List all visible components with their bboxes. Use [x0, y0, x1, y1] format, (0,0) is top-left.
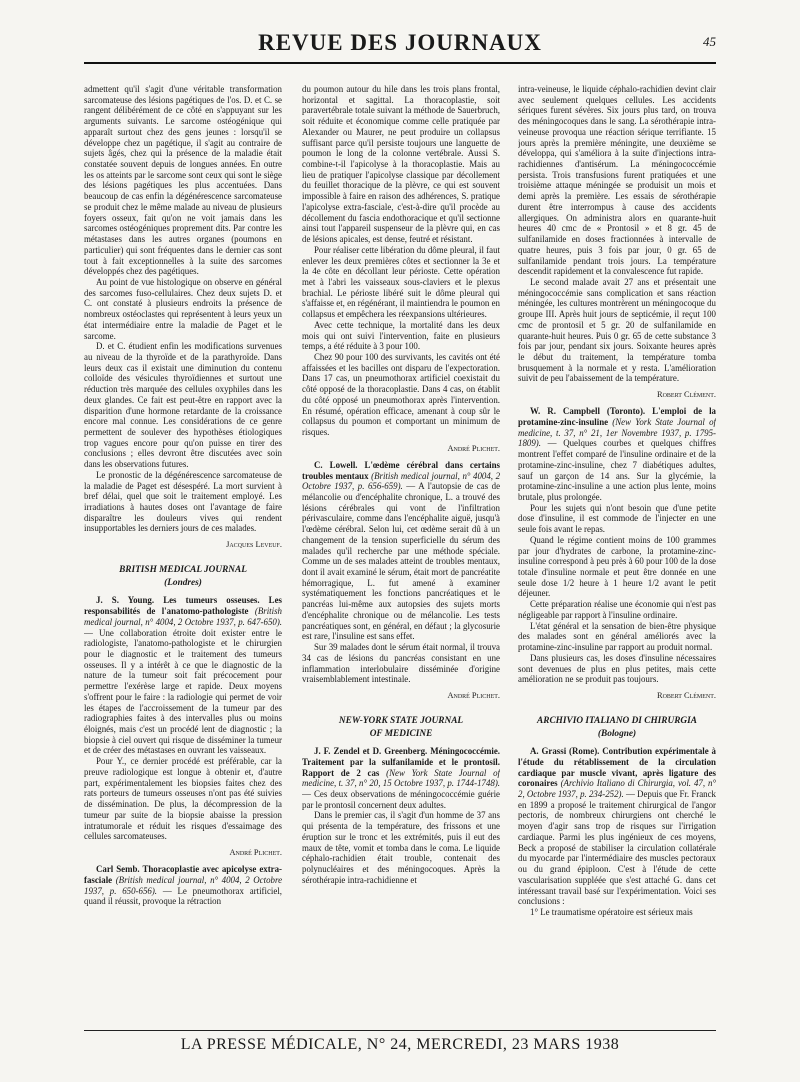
- article-reference: (British medical journal, n° 4004, 2 Octobre 1937, p. 656-659).: [302, 470, 500, 492]
- footer-publication-line: LA PRESSE MÉDICALE, N° 24, MERCREDI, 23 MARS 1938: [180, 1036, 620, 1053]
- signature: André Plichet.: [229, 847, 282, 857]
- article-heading: J. F. Zendel et D. Greenberg. Méningococcémie. Traitement par la sulfanilamide et le prontosil. Rapport de 2 cas: [302, 746, 500, 778]
- journal-name: ARCHIVIO ITALIANO DI CHIRURGIA: [537, 716, 697, 727]
- paragraph: Chez 90 pour 100 des survivants, les cavités ont été affaissées et les bacilles ont disparu de l'expectoration. Dans 17 cas, un pneumothorax artificiel coexistait du côté opposé de la thoracoplastie. Dans 4 cas, on établit du côté opposé un pneumothorax après l'intervention. En résumé, opération efficace, amenant à coup sûr le collapsus du poumon et comportant un minimum de risques.: [302, 351, 500, 437]
- signature: Robert Clément.: [657, 690, 716, 700]
- article-heading: A. Grassi (Rome). Contribution expérimentale à l'étude du rétablissement de la circulation cardiaque par muscle vivant, après ligature des coronaires: [518, 746, 716, 789]
- paragraph: Dans plusieurs cas, les doses d'insuline nécessaires sont devenues de plus en plus petites, mais cette amélioration ne se produit pas toujours.: [518, 652, 716, 685]
- article: [302, 460, 500, 642]
- article: [84, 595, 282, 756]
- article-reference: (New York State Journal of medicine, t. 37, n° 20, 15 Octobre 1937, p. 1744-1748).: [302, 767, 500, 789]
- article: [518, 406, 716, 502]
- paragraph: Dans le premier cas, il s'agit d'un homme de 37 ans qui présenta de la température, des frissons et une éruption sur le tronc et les extrémités, puis il eut des maux de tête, vomit et tomba dans le coma. Le liquide céphalo-rachidien était trouble, contenait des polynucléaires et des méningocoques. Après la sérothérapie intra-rachidienne et: [302, 810, 500, 885]
- paragraph: Au point de vue histologique on observe en général des sarcomes fuso-cellulaires. Chez deux sujets D. et C. ont constaté à plusieurs endroits la présence de nombreux ostéoclastes qui représentent à leurs yeux un état intermédiaire entre la maladie de Paget et le sarcome.: [84, 276, 282, 341]
- paragraph: L'état général et la sensation de bien-être physique des malades sont en général améliorés avec la protamine-zinc-insuline par rapport au produit normal.: [518, 620, 716, 653]
- paragraph: Pour réaliser cette libération du dôme pleural, il faut enlever les deux premières côtes et sectionner la 3e et la 4e côte en décollant leur périoste. Cette opération met à l'abri les vaisseaux sous-claviers et le plexus brachial. Le périoste libéré suit le dôme pleural qui s'affaisse et, en régénérant, il maintiendra le poumon en collapsus et empêchera les réexpansions ultérieures.: [302, 244, 500, 320]
- paragraph: Le pronostic de la dégénérescence sarcomateuse de la maladie de Paget est désespéré. La mort survient à bref délai, quel que soit le traitement employé. Les irradiations à hautes doses ont l'avantage de faire disparaître les douleurs vives qui rendent insupportables les derniers jours de ces malades.: [84, 469, 282, 534]
- journal-heading: [518, 715, 716, 740]
- signature: Robert Clément.: [657, 390, 716, 400]
- paragraph: Pour Y., ce dernier procédé est préférable, car la preuve radiologique est longue à obtenir et, d'autre part, expérimentalement les biopsies faites chez des rats porteurs de tumeurs osseuses n'ont pas été suivies de dissémination. De plus, la décompression de la tumeur par suite de la biopsie abaisse la pression intratumorale et réduit les risques d'essaimage des cellules sarcomateuses.: [84, 756, 282, 842]
- paragraph: Avec cette technique, la mortalité dans les deux mois qui ont suivi l'intervention, faite en plusieurs temps, a été réduite à 3 pour 100.: [302, 319, 500, 352]
- journal-section-title: REVUE DES JOURNAUX: [258, 30, 542, 55]
- article-text: — Depuis que Fr. Franck en 1899 a proposé le traitement chirurgical de l'angor pectoris, de nombreux chirurgiens ont cherché le moyen d'agir sans trop de risques sur l'irrigation cardiaque. Parmi les plus ingénieux de ces moyens, Beck a proposé de stabiliser la circulation collatérale du myocarde par l'intermédiaire des muscles pectoraux ou du grand épiploon. C'est à l'étude de cette vascularisation suppléée que s'est attaché G. dans cet intéressant travail basé sur l'expérimentation. Voici ses conclusions :: [518, 789, 716, 907]
- article-reference: (British medical journal, n° 4004, 2 Octobre 1937, p. 647-650).: [84, 606, 282, 627]
- article-heading: W. R. Campbell (Toronto). L'emploi de la protamine-zinc-insuline: [518, 406, 716, 427]
- article-text: — Quelques courbes et quelques chiffres montrent l'effet comparé de l'insuline ordinaire et de la protamine-zinc-insuline, chez 7 diabétiques adultes, sauf un garçon de 14 ans. Sur la glycémie, la protamine-zinc-insuline a une action plus lente, moins brutale, plus prolongée.: [518, 438, 716, 502]
- page-number: 45: [703, 34, 716, 49]
- column-1: [84, 84, 282, 1021]
- signature: André Plichet.: [447, 690, 500, 700]
- article-reference: (British medical journal, n° 4004, 2 Octobre 1937, p. 650-656).: [84, 874, 282, 896]
- journal-heading: [84, 564, 282, 589]
- journal-name-line-2: OF MEDICINE: [369, 728, 433, 739]
- column-2: [302, 84, 500, 1021]
- article-reference: (New York State Journal of medicine, t. 37, n° 21, 1er Novembre 1937, p. 1795-1809).: [518, 416, 716, 449]
- paragraph: Pour les sujets qui n'ont besoin que d'une petite dose d'insuline, il est commode de l'injecter en une seule fois avant le repas.: [518, 502, 716, 535]
- paragraph: Le second malade avait 27 ans et présentait une méningococcémie sans complication et sans réaction méningée, les cultures montrèrent un méningocoque du groupe III. Après huit jours de septicémie, il reçut 100 cmc de prontosil et 5 gr. 20 de sulfanilamide en quarante-huit heures. Puis 0 gr. 65 de cette substance 3 fois par jour, pendant six jours. Soixante heures après le début du traitement, la température tomba brusquement à la normale et y resta. L'amélioration suivit de peu l'abaissement de la température.: [518, 276, 716, 384]
- article-heading: Carl Semb. Thoracoplastie avec apicolyse extra-fasciale: [84, 864, 282, 885]
- article-heading: J. S. Young. Les tumeurs osseuses. Les responsabilités de l'anatomo-pathologiste: [84, 595, 282, 617]
- article-text: — A l'autopsie de cas de mélancolie ou d'encéphalite chronique, L. a trouvé des lésions cérébrales qui vont de l'infiltration périvasculaire, comme dans l'encéphalite aiguë, jusqu'à l'œdème cérébral. Selon lui, cet œdème serait dû à un changement de la tension superficielle du sérum des malades qu'il recherche par une méthode spéciale. Comme un de ses malades atteint de troubles mentaux, dont il avait examiné le sérum, était mort de pancréatite hémorragique, L. fut amené à examiner systématiquement les fonctions pancréatiques et le pancréas lui-même aux autopsies des sujets morts d'encéphalite chronique ou de mélancolie. Les tests pancréatiques sont, en général, en défaut ; la glycosurie est rare, l'insuline est sans effet.: [302, 481, 500, 642]
- page-footer: [84, 1030, 716, 1055]
- journal-heading: [302, 715, 500, 740]
- article: [84, 864, 282, 907]
- paragraph: du poumon autour du hile dans les trois plans frontal, horizontal et sagittal. La thoracoplastie, soit paravertébrale totale suivant la méthode de Sauerbruch, soit réduite et économique comme celle pratiquée par Alexander ou Maurer, ne peut produire un collapsus suffisant parce qu'il persiste toujours une languette de poumon le long de la colonne vertébrale. Aussi S. combine-t-il l'apicolyse à la thoracoplastie. Mais au lieu de pratiquer l'apicolyse classique par décollement du feuillet thoracique de la plèvre, ce qui est souvent impossible à faire en raison des adhérences, S. pratique l'apicolyse extra-fasciale, c'est-à-dire qu'il procède au décollement du fascia endothoracique et qu'il sectionne ainsi tout l'appareil suspenseur de la plèvre qui, en cas de lésions apicales, est dense, feutré et résistant.: [302, 84, 500, 245]
- signature: André Plichet.: [447, 443, 500, 453]
- paragraph: intra-veineuse, le liquide céphalo-rachidien devint clair avec seulement quelques cellules. Les accidents sériques furent sévères. Six jours plus tard, on trouva des méningocoques dans le sang. La sérothérapie intra-veineuse provoqua une réaction sérique terrifiante. 15 jours après la première méningite, une deuxième se développa, qui s'améliora à la suite d'injections intra-rachidiennes d'antisérum. La méningococcémie persista. Trois transfusions furent pratiquées et une troisième attaque méningée se produisit un mois et demi après la première. Les essais de sérothérapie durent être interrompus à cause des accidents allergiques. On administra alors en quarante-huit heures 40 cmc de « Prontosil » et 8 gr. 45 de sulfanilamide en doses fractionnées à intervalle de quatre heures, puis 3 fois par jour, 0 gr. 65 de sulfanilamide pendant trois jours. La température descendit rapidement et la convalescence fut rapide.: [518, 84, 716, 277]
- paragraph: Cette préparation réalise une économie qui n'est pas négligeable par rapport à l'insuline ordinaire.: [518, 599, 716, 620]
- article-text: — Une collaboration étroite doit exister entre le radiologiste, l'anatomo-pathologiste et le chirurgien pour le diagnostic et le traitement des tumeurs osseuses. Il y a intérêt à ce que le diagnostic de la nature de la tumeur soit fait précocement pour permettre l'exérèse large et rapide. Deux moyens s'offrent pour le faire : la radiologie qui permet de voir les étapes de l'accroissement de la tumeur par des radiographies faites à des intervalles plus ou moins éloignés, mais c'est un procédé lent de diagnostic ; la biopsie à ciel ouvert qui risque de disséminer la tumeur et de créer des métastases en ouvrant les vaisseaux.: [84, 627, 282, 756]
- paragraph: 1° Le traumatisme opératoire est sérieux mais: [530, 906, 693, 917]
- article-heading: C. Lowell. L'œdème cérébral dans certains troubles mentaux: [302, 459, 500, 481]
- article: [302, 746, 500, 810]
- journal-city: (Bologne): [597, 728, 637, 739]
- paragraph: D. et C. étudient enfin les modifications survenues au niveau de la thyroïde et de la parathyroïde. Dans leurs deux cas il existait une diminution du contenu colloïde des vésicules thyroïdiennes et surtout une réduction très marquée des cellules oxyphiles dans les deux glandes. Ce fait est peut-être en rapport avec la disparition d'une hormone retardante de la croissance encore mal connue. Les considérations de ce genre permettent de soulever des hypothèses étiologiques trop vagues encore pour qu'on puisse en tirer des conclusions ; elles devront être discutées avec soin dans les observations futures.: [84, 341, 282, 470]
- paragraph: admettent qu'il s'agit d'une véritable transformation sarcomateuse des lésions pagétiques de l'os. D. et C. se rangent délibérément de ce côté en s'appuyant sur les arguments suivants. Le sarcome ostéogénique qui apparaît surtout chez des gens jeunes : lorsqu'il se développe chez un pagétique, il s'agit au contraire de sujets âgés, chez qui la présence de la maladie était constatée souvent depuis de longues années. En outre les os atteints par le sarcome sont ceux qui sont le siège des lésions pagétiques les plus accentuées. Dans beaucoup de cas enfin la dégénérescence sarcomateuse se produit chez le même malade au niveau de plusieurs foyers osseux, fait qu'on ne voit jamais dans les sarcomes ostéogéniques proprement dits. Par contre les métastases dans les autres organes (poumons en particulier) qui sont fréquentes dans le dernier cas sont tout à fait exceptionnelles à la suite des sarcomes développés chez des pagétiques.: [84, 84, 282, 277]
- article-reference: (Archivio Italiano di Chirurgia, vol. 47, n° 2, Octobre 1937, p. 234-252).: [518, 778, 716, 800]
- journal-name: BRITISH MEDICAL JOURNAL: [119, 565, 247, 576]
- paragraph: Quand le régime contient moins de 100 grammes par jour d'hydrates de carbone, la protamine-zinc-insuline correspond à peu près à 60 pour 100 de la dose totale d'insuline normale et peut être donnée en une seule dose 1/2 heure à 1 heure 1/2 avant le petit déjeuner.: [518, 534, 716, 599]
- article-text: — Ces deux observations de méningococcémie guérie par le prontosil concernent deux adultes.: [302, 789, 500, 810]
- page-header: [84, 28, 716, 64]
- journal-city: (Londres): [164, 577, 202, 588]
- article: [518, 746, 716, 907]
- paragraph: Sur 39 malades dont le sérum était normal, il trouva 34 cas de lésions du pancréas consistant en une inflammation interlobulaire disséminée d'origine vraisemblablement intestinale.: [302, 642, 500, 685]
- journal-name: NEW-YORK STATE JOURNAL: [338, 716, 464, 727]
- signature: Jacques Leveuf.: [226, 540, 282, 550]
- article-text: — Le pneumothorax artificiel, quand il réussit, provoque la rétraction: [84, 885, 282, 907]
- column-3: [518, 84, 716, 1021]
